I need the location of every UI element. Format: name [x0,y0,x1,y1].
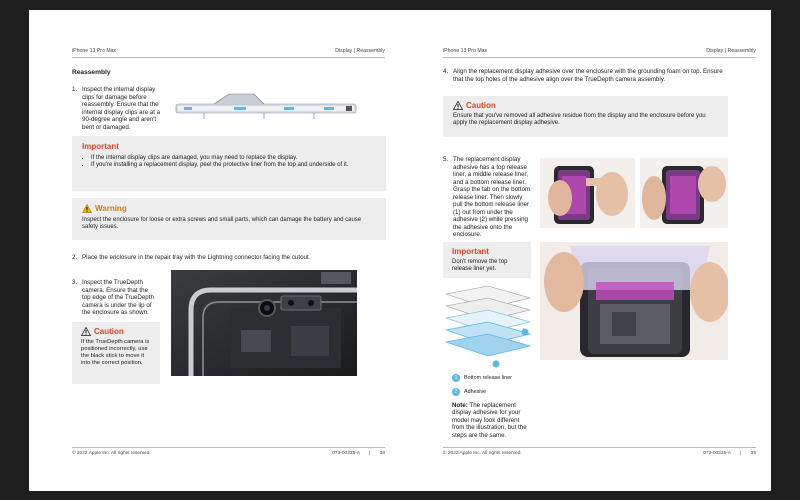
step-number: 5. [443,156,449,163]
legend-label: Adhesive [464,389,487,395]
page-footer [443,447,756,456]
legend-item-2 [452,388,486,396]
caution-icon [453,101,463,110]
copyright: © 2022 Apple Inc. All rights reserved. [443,451,522,456]
step-text: Inspect the internal display clips for damage before reassembly. Ensure that the internal display clips are at a 90-degree angle and aren't bent or damaged. [82,86,161,131]
callout-badge: 1 [452,374,460,382]
note [452,402,532,439]
copyright: © 2022 Apple Inc. All rights reserved. [72,451,151,456]
page-39 [400,10,771,491]
step-text: Place the enclosure in the repair tray with the Lightning connector facing the cutout. [82,254,311,261]
caution-icon [81,327,91,336]
caution-text: Ensure that you've removed all adhesive residue from the display and the enclosure before you apply the replacement display adhesive. [453,113,706,127]
legend-item-1 [452,374,512,382]
warning-icon [82,204,92,213]
step-text: Align the replacement display adhesive over the enclosure with the grounding foam on top. Ensure that the top holes of the adhesive align over the TrueDepth camera assembly. [453,68,723,83]
display-clips-illustration [174,90,359,124]
step-text: The replacement display adhesive has a top release liner, a middle release liner, and a bottom release liner. Grasp the tab on the bottom release liner. Then slowly pull the bottom release liner (1) out from under the adhesive (2) while pressing the adhesive onto the enclosure. [453,156,531,238]
footer-separator: | [740,451,742,456]
step-number: 1. [72,86,78,93]
important-text: Don't remove the top release liner yet. [452,259,508,273]
header-device: iPhone 13 Pro Max [72,48,117,54]
caution-text: If the TrueDepth camera is positioned incorrectly, use the black stick to move it into the correct position. [81,339,150,366]
step-number: 4. [443,68,449,75]
important-title: Important [82,142,119,151]
caution-title: Caution [94,327,124,336]
adhesive-layers-diagram [443,284,533,369]
doc-number: 073-00325-A [332,451,360,456]
important-title: Important [452,247,489,256]
caution-box [72,322,160,384]
page-header [72,48,385,58]
doc-number: 073-00325-A [703,451,731,456]
header-section: Display | Reassembly [706,48,756,54]
section-title: Reassembly [72,69,111,76]
page-footer [72,447,385,456]
header-section: Display | Reassembly [335,48,385,54]
header-device: iPhone 13 Pro Max [443,48,488,54]
adhesive-install-photo [540,242,728,360]
warning-title: Warning [95,204,127,213]
page-number: 38 [379,451,385,456]
important-item: • If the internal display clips are damaged, you may need to replace the display. [91,155,376,162]
note-label: Note: [452,402,468,409]
warning-text: Inspect the enclosure for loose or extra screws and small parts, which can damage the battery and cause safety issues. [82,217,362,231]
caution-box [443,96,728,137]
page-38 [29,10,400,491]
page-header [443,48,756,58]
step-text: Inspect the TrueDepth camera. Ensure that the top edge of the TrueDepth camera is under the lip of the enclosure as shown. [82,279,154,316]
callout-badge: 2 [452,388,460,396]
step-number: 2. [72,254,78,261]
truedepth-camera-photo [171,270,357,376]
important-box [72,136,386,191]
page-number: 39 [750,451,756,456]
adhesive-photo-1 [540,158,635,228]
note-text: The replacement display adhesive for your model may look different from the illustration, but the steps are the same. [452,402,527,439]
legend-label: Bottom release liner [464,375,512,381]
footer-separator: | [369,451,371,456]
warning-box [72,198,386,240]
step-number: 3. [72,279,78,286]
adhesive-photo-2 [640,158,728,228]
important-box [443,242,531,278]
important-item: • If you're installing a replacement display, peel the protective liner from the top and underside of it. [91,162,376,169]
caution-title: Caution [466,101,496,110]
